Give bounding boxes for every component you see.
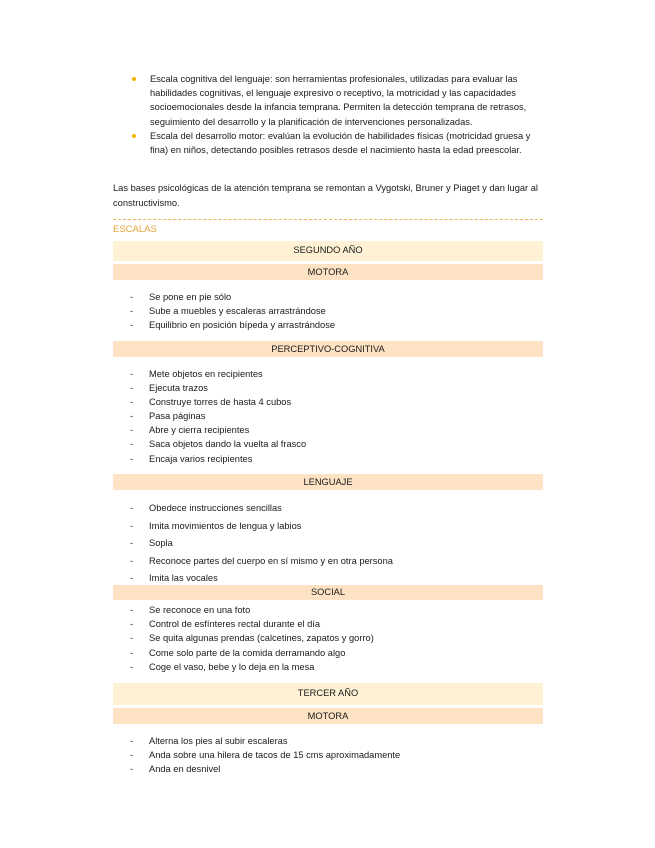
list-item: - Equilibrio en posición bípeda y arrastrándose — [130, 320, 336, 330]
list-item: - Obedece instrucciones sencillas — [130, 503, 282, 513]
list-item: - Anda en desnivel — [130, 764, 221, 775]
motora-list — [130, 290, 530, 332]
list-item: - Coge el vaso, bebe y lo deja en la mesa — [130, 661, 315, 672]
year-heading-segundo: SEGUNDO AÑO — [113, 241, 543, 261]
section-heading-escalas: ESCALAS — [113, 224, 157, 235]
category-heading-motora-tercero: MOTORA — [113, 708, 543, 724]
intro-paragraph: Las bases psicológicas de la atención temprana se remontan a Vygotski, Bruner y Piaget y dan lugar al constructivismo. — [113, 183, 538, 208]
list-item: - Reconoce partes del cuerpo en sí mismo y en otra persona — [130, 555, 393, 566]
list-item: - Encaja varios recipientes — [130, 453, 253, 464]
category-heading-lenguaje: LENGUAJE — [113, 474, 543, 490]
motora-tercero-list — [130, 734, 530, 777]
bullet-item: Escala del desarrollo motor: evalúan la evolución de habilidades físicas (motricidad gruesa y fina) en niños, detectando posibles retrasos desde el nacimiento hasta la edad preescolar. — [132, 129, 542, 157]
list-item: - Control de esfínteres rectal durante el día — [130, 619, 321, 630]
list-item: - Alterna los pies al subir escaleras — [130, 736, 288, 746]
list-item: - Saca objetos dando la vuelta al frasco — [130, 439, 307, 450]
list-item: - Pasa páginas — [130, 411, 206, 422]
list-item: - Imita las vocales — [130, 573, 218, 584]
category-heading-motora: MOTORA — [113, 264, 543, 280]
list-item: - Se reconoce en una foto — [130, 605, 251, 615]
list-item: - Sube a muebles y escaleras arrastrándose — [130, 306, 326, 316]
list-item: - Abre y cierra recipientes — [130, 425, 250, 436]
bullet-dot-icon — [132, 134, 136, 138]
social-list — [130, 603, 530, 674]
bullet-dot-icon — [132, 77, 136, 81]
year-heading-tercero: TERCER AÑO — [113, 683, 543, 705]
list-item: - Mete objetos en recipientes — [130, 369, 263, 379]
perceptivo-list — [130, 367, 530, 466]
scales-bullet-list — [132, 72, 542, 157]
list-item: - Ejecuta trazos — [130, 383, 208, 394]
lenguaje-list — [130, 500, 530, 588]
list-item: - Se quita algunas prendas (calcetines, zapatos y gorro) — [130, 633, 374, 644]
list-item: - Anda sobre una hilera de tacos de 15 cms aproximadamente — [130, 750, 401, 761]
category-heading-perceptivo: PERCEPTIVO-COGNITIVA — [113, 341, 543, 357]
list-item: - Imita movimientos de lengua y labios — [130, 520, 302, 531]
list-item: - Sopla — [130, 538, 173, 549]
bullet-item: Escala cognitiva del lenguaje: son herramientas profesionales, utilizadas para evaluar las habilidades cognitivas, el lenguaje expresivo o receptivo, la motricidad y las capacidades socioemocionales desde la infancia temprana. Permiten la detección temprana de retrasos, seguimiento del desarrollo y la planificación de intervenciones personalizadas. — [132, 72, 542, 129]
list-item: - Construye torres de hasta 4 cubos — [130, 397, 292, 408]
list-item: - Se pone en pie sólo — [130, 292, 232, 302]
section-divider — [113, 219, 543, 220]
category-heading-social: SOCIAL — [113, 585, 543, 600]
list-item: - Come solo parte de la comida derramando algo — [130, 647, 346, 658]
